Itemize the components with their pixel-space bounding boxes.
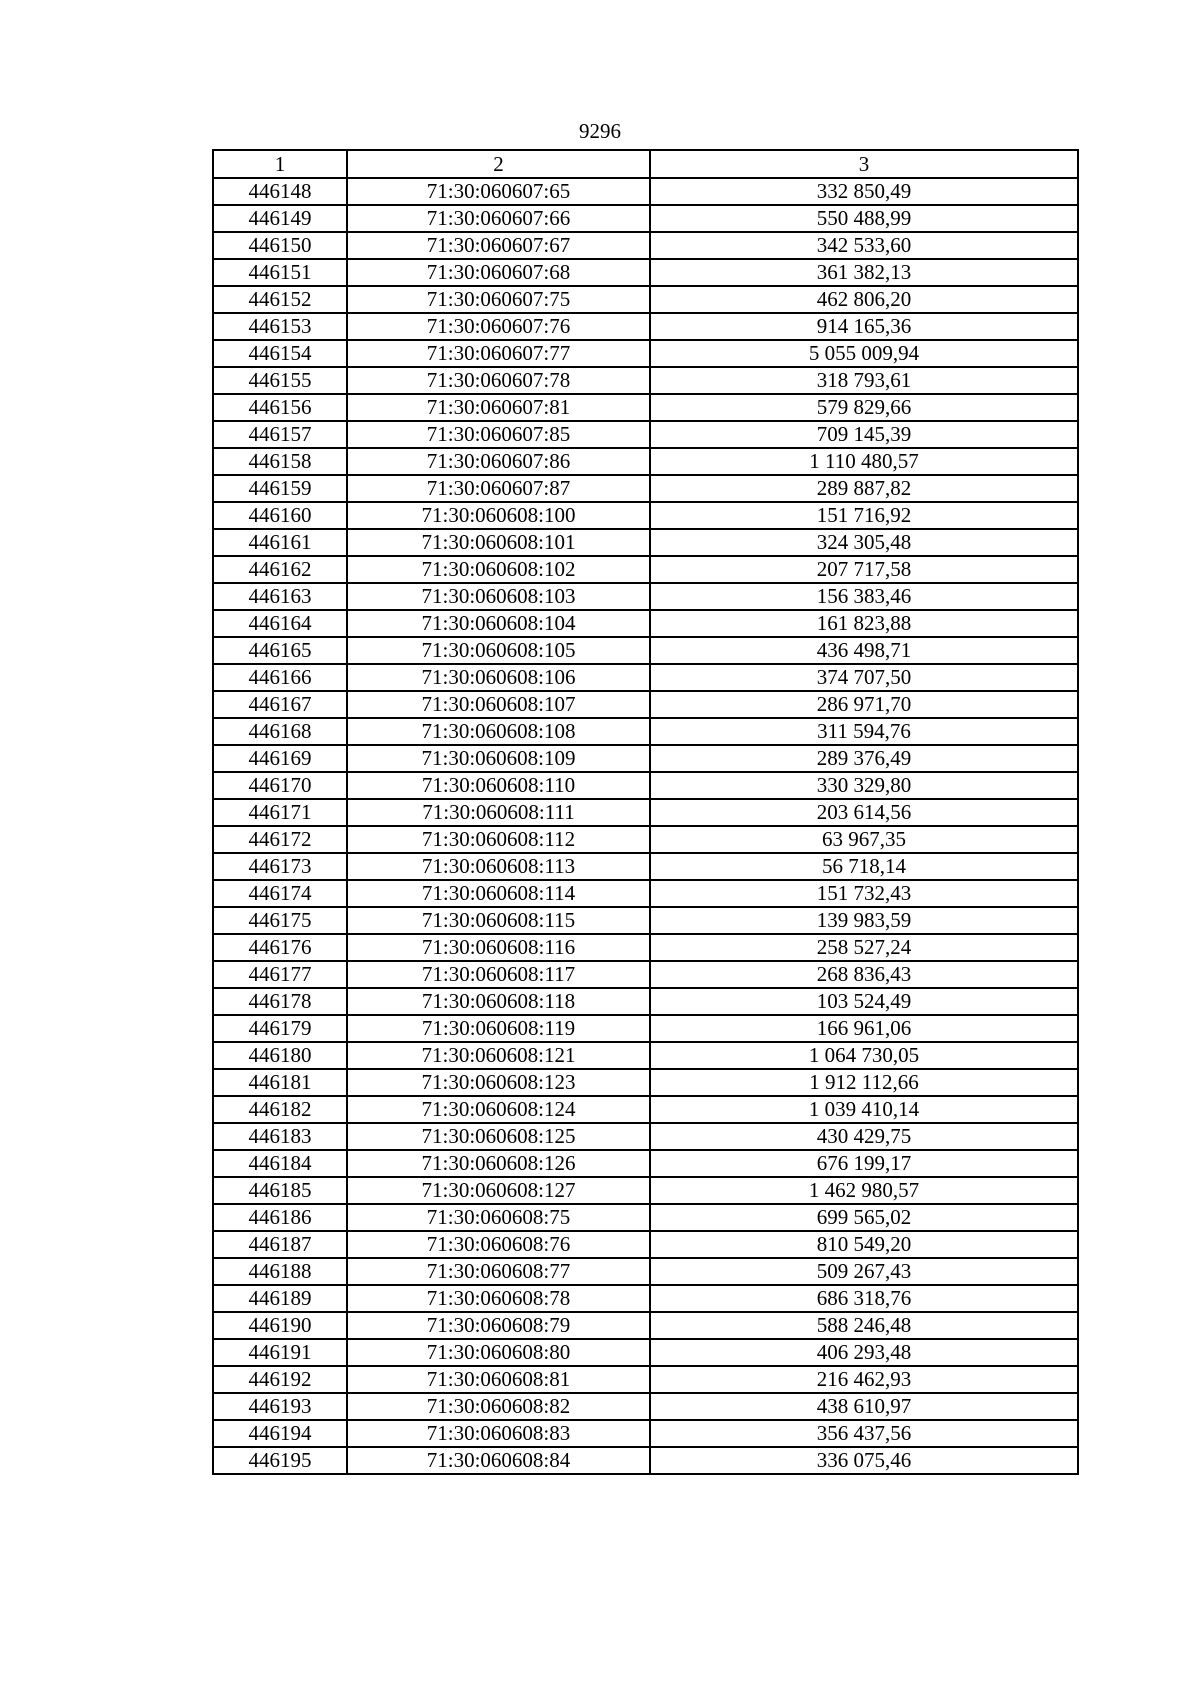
- row-number-cell: 446156: [213, 394, 347, 421]
- cadastral-number-cell: 71:30:060608:109: [347, 745, 650, 772]
- table-row: [213, 1312, 1078, 1339]
- value-cell: 311 594,76: [650, 718, 1078, 745]
- table-row: [213, 772, 1078, 799]
- table-row: [213, 556, 1078, 583]
- value-cell: 103 524,49: [650, 988, 1078, 1015]
- cadastral-number-cell: 71:30:060608:79: [347, 1312, 650, 1339]
- table-row: [213, 394, 1078, 421]
- cadastral-number-cell: 71:30:060608:81: [347, 1366, 650, 1393]
- cadastral-number-cell: 71:30:060607:78: [347, 367, 650, 394]
- table-row: [213, 502, 1078, 529]
- table-row: [213, 1015, 1078, 1042]
- table-body: [213, 178, 1078, 1474]
- table-row: [213, 1420, 1078, 1447]
- row-number-cell: 446191: [213, 1339, 347, 1366]
- cadastral-number-cell: 71:30:060607:65: [347, 178, 650, 205]
- row-number-cell: 446158: [213, 448, 347, 475]
- cadastral-number-cell: 71:30:060608:82: [347, 1393, 650, 1420]
- row-number-cell: 446175: [213, 907, 347, 934]
- cadastral-number-cell: 71:30:060608:121: [347, 1042, 650, 1069]
- row-number-cell: 446195: [213, 1447, 347, 1474]
- header-row: [213, 150, 1078, 178]
- row-number-cell: 446172: [213, 826, 347, 853]
- table-row: [213, 745, 1078, 772]
- row-number-cell: 446194: [213, 1420, 347, 1447]
- table-row: [213, 583, 1078, 610]
- cadastral-number-cell: 71:30:060607:77: [347, 340, 650, 367]
- row-number-cell: 446185: [213, 1177, 347, 1204]
- table-row: [213, 313, 1078, 340]
- table-row: [213, 475, 1078, 502]
- value-cell: 914 165,36: [650, 313, 1078, 340]
- value-cell: 462 806,20: [650, 286, 1078, 313]
- row-number-cell: 446155: [213, 367, 347, 394]
- cadastral-number-cell: 71:30:060608:76: [347, 1231, 650, 1258]
- row-number-cell: 446165: [213, 637, 347, 664]
- table-row: [213, 799, 1078, 826]
- row-number-cell: 446163: [213, 583, 347, 610]
- value-cell: 203 614,56: [650, 799, 1078, 826]
- value-cell: 509 267,43: [650, 1258, 1078, 1285]
- table-row: [213, 178, 1078, 205]
- table-row: [213, 1123, 1078, 1150]
- row-number-cell: 446160: [213, 502, 347, 529]
- cadastral-number-cell: 71:30:060608:113: [347, 853, 650, 880]
- table-row: [213, 961, 1078, 988]
- cadastral-number-cell: 71:30:060608:100: [347, 502, 650, 529]
- cadastral-number-cell: 71:30:060607:86: [347, 448, 650, 475]
- row-number-cell: 446186: [213, 1204, 347, 1231]
- table-row: [213, 664, 1078, 691]
- row-number-cell: 446180: [213, 1042, 347, 1069]
- header-col-1: 1: [213, 150, 347, 178]
- value-cell: 268 836,43: [650, 961, 1078, 988]
- value-cell: 436 498,71: [650, 637, 1078, 664]
- cadastral-number-cell: 71:30:060608:124: [347, 1096, 650, 1123]
- cadastral-number-cell: 71:30:060608:117: [347, 961, 650, 988]
- cadastral-number-cell: 71:30:060608:110: [347, 772, 650, 799]
- row-number-cell: 446171: [213, 799, 347, 826]
- cadastral-number-cell: 71:30:060608:114: [347, 880, 650, 907]
- value-cell: 1 912 112,66: [650, 1069, 1078, 1096]
- cadastral-number-cell: 71:30:060608:123: [347, 1069, 650, 1096]
- table-row: [213, 286, 1078, 313]
- table-row: [213, 934, 1078, 961]
- row-number-cell: 446190: [213, 1312, 347, 1339]
- cadastral-number-cell: 71:30:060608:118: [347, 988, 650, 1015]
- cadastral-number-cell: 71:30:060607:85: [347, 421, 650, 448]
- cadastral-number-cell: 71:30:060608:127: [347, 1177, 650, 1204]
- row-number-cell: 446161: [213, 529, 347, 556]
- table-row: [213, 529, 1078, 556]
- row-number-cell: 446193: [213, 1393, 347, 1420]
- value-cell: 56 718,14: [650, 853, 1078, 880]
- cadastral-number-cell: 71:30:060608:84: [347, 1447, 650, 1474]
- table-row: [213, 718, 1078, 745]
- value-cell: 356 437,56: [650, 1420, 1078, 1447]
- header-col-2: 2: [347, 150, 650, 178]
- value-cell: 151 732,43: [650, 880, 1078, 907]
- table-row: [213, 1069, 1078, 1096]
- value-cell: 258 527,24: [650, 934, 1078, 961]
- row-number-cell: 446179: [213, 1015, 347, 1042]
- value-cell: 139 983,59: [650, 907, 1078, 934]
- cadastral-number-cell: 71:30:060607:87: [347, 475, 650, 502]
- value-cell: 324 305,48: [650, 529, 1078, 556]
- row-number-cell: 446164: [213, 610, 347, 637]
- row-number-cell: 446182: [213, 1096, 347, 1123]
- page-number: 9296: [579, 119, 621, 143]
- cadastral-number-cell: 71:30:060608:119: [347, 1015, 650, 1042]
- cadastral-number-cell: 71:30:060608:77: [347, 1258, 650, 1285]
- table-row: [213, 1204, 1078, 1231]
- table-row: [213, 853, 1078, 880]
- cadastral-number-cell: 71:30:060607:81: [347, 394, 650, 421]
- cadastral-number-cell: 71:30:060607:76: [347, 313, 650, 340]
- value-cell: 676 199,17: [650, 1150, 1078, 1177]
- value-cell: 686 318,76: [650, 1285, 1078, 1312]
- value-cell: 342 533,60: [650, 232, 1078, 259]
- cadastral-number-cell: 71:30:060608:75: [347, 1204, 650, 1231]
- table-row: [213, 1339, 1078, 1366]
- table-row: [213, 1150, 1078, 1177]
- value-cell: 579 829,66: [650, 394, 1078, 421]
- value-cell: 286 971,70: [650, 691, 1078, 718]
- value-cell: 289 887,82: [650, 475, 1078, 502]
- table-row: [213, 1366, 1078, 1393]
- table-row: [213, 988, 1078, 1015]
- row-number-cell: 446168: [213, 718, 347, 745]
- row-number-cell: 446192: [213, 1366, 347, 1393]
- row-number-cell: 446166: [213, 664, 347, 691]
- cadastral-number-cell: 71:30:060608:103: [347, 583, 650, 610]
- value-cell: 336 075,46: [650, 1447, 1078, 1474]
- header-col-3: 3: [650, 150, 1078, 178]
- table-row: [213, 205, 1078, 232]
- cadastral-number-cell: 71:30:060608:108: [347, 718, 650, 745]
- row-number-cell: 446162: [213, 556, 347, 583]
- row-number-cell: 446187: [213, 1231, 347, 1258]
- row-number-cell: 446189: [213, 1285, 347, 1312]
- value-cell: 166 961,06: [650, 1015, 1078, 1042]
- cadastral-number-cell: 71:30:060608:101: [347, 529, 650, 556]
- cadastral-number-cell: 71:30:060608:126: [347, 1150, 650, 1177]
- value-cell: 63 967,35: [650, 826, 1078, 853]
- row-number-cell: 446152: [213, 286, 347, 313]
- row-number-cell: 446157: [213, 421, 347, 448]
- value-cell: 588 246,48: [650, 1312, 1078, 1339]
- value-cell: 430 429,75: [650, 1123, 1078, 1150]
- table-row: [213, 880, 1078, 907]
- cadastral-number-cell: 71:30:060608:105: [347, 637, 650, 664]
- table-row: [213, 907, 1078, 934]
- value-cell: 289 376,49: [650, 745, 1078, 772]
- cadastral-number-cell: 71:30:060608:80: [347, 1339, 650, 1366]
- row-number-cell: 446149: [213, 205, 347, 232]
- value-cell: 156 383,46: [650, 583, 1078, 610]
- value-cell: 161 823,88: [650, 610, 1078, 637]
- cadastral-number-cell: 71:30:060608:111: [347, 799, 650, 826]
- row-number-cell: 446167: [213, 691, 347, 718]
- cadastral-number-cell: 71:30:060608:106: [347, 664, 650, 691]
- cadastral-number-cell: 71:30:060608:107: [347, 691, 650, 718]
- table-header: [213, 150, 1078, 178]
- table-row: [213, 826, 1078, 853]
- value-cell: 1 462 980,57: [650, 1177, 1078, 1204]
- cadastral-number-cell: 71:30:060607:67: [347, 232, 650, 259]
- table-row: [213, 1258, 1078, 1285]
- value-cell: 1 110 480,57: [650, 448, 1078, 475]
- row-number-cell: 446184: [213, 1150, 347, 1177]
- data-table: [212, 149, 1079, 1475]
- cadastral-number-cell: 71:30:060608:83: [347, 1420, 650, 1447]
- row-number-cell: 446153: [213, 313, 347, 340]
- table-row: [213, 691, 1078, 718]
- row-number-cell: 446177: [213, 961, 347, 988]
- value-cell: 207 717,58: [650, 556, 1078, 583]
- table-row: [213, 1042, 1078, 1069]
- cadastral-number-cell: 71:30:060607:68: [347, 259, 650, 286]
- row-number-cell: 446181: [213, 1069, 347, 1096]
- cadastral-number-cell: 71:30:060608:112: [347, 826, 650, 853]
- table-row: [213, 1447, 1078, 1474]
- value-cell: 550 488,99: [650, 205, 1078, 232]
- table-row: [213, 1177, 1078, 1204]
- value-cell: 332 850,49: [650, 178, 1078, 205]
- table-row: [213, 1393, 1078, 1420]
- table-row: [213, 637, 1078, 664]
- table-row: [213, 259, 1078, 286]
- row-number-cell: 446169: [213, 745, 347, 772]
- row-number-cell: 446159: [213, 475, 347, 502]
- value-cell: 318 793,61: [650, 367, 1078, 394]
- value-cell: 374 707,50: [650, 664, 1078, 691]
- cadastral-number-cell: 71:30:060607:66: [347, 205, 650, 232]
- row-number-cell: 446183: [213, 1123, 347, 1150]
- table-row: [213, 1231, 1078, 1258]
- value-cell: 361 382,13: [650, 259, 1078, 286]
- row-number-cell: 446188: [213, 1258, 347, 1285]
- value-cell: 330 329,80: [650, 772, 1078, 799]
- cadastral-number-cell: 71:30:060608:116: [347, 934, 650, 961]
- row-number-cell: 446173: [213, 853, 347, 880]
- value-cell: 438 610,97: [650, 1393, 1078, 1420]
- cadastral-number-cell: 71:30:060607:75: [347, 286, 650, 313]
- table-row: [213, 232, 1078, 259]
- row-number-cell: 446154: [213, 340, 347, 367]
- cadastral-number-cell: 71:30:060608:78: [347, 1285, 650, 1312]
- value-cell: 406 293,48: [650, 1339, 1078, 1366]
- table-row: [213, 340, 1078, 367]
- cadastral-number-cell: 71:30:060608:115: [347, 907, 650, 934]
- row-number-cell: 446148: [213, 178, 347, 205]
- value-cell: 1 039 410,14: [650, 1096, 1078, 1123]
- table-row: [213, 1285, 1078, 1312]
- row-number-cell: 446174: [213, 880, 347, 907]
- value-cell: 5 055 009,94: [650, 340, 1078, 367]
- row-number-cell: 446178: [213, 988, 347, 1015]
- table-row: [213, 448, 1078, 475]
- table-row: [213, 421, 1078, 448]
- value-cell: 1 064 730,05: [650, 1042, 1078, 1069]
- cadastral-number-cell: 71:30:060608:125: [347, 1123, 650, 1150]
- table-row: [213, 1096, 1078, 1123]
- cadastral-number-cell: 71:30:060608:102: [347, 556, 650, 583]
- value-cell: 216 462,93: [650, 1366, 1078, 1393]
- value-cell: 810 549,20: [650, 1231, 1078, 1258]
- value-cell: 699 565,02: [650, 1204, 1078, 1231]
- table-row: [213, 367, 1078, 394]
- row-number-cell: 446176: [213, 934, 347, 961]
- table-row: [213, 610, 1078, 637]
- cadastral-number-cell: 71:30:060608:104: [347, 610, 650, 637]
- value-cell: 709 145,39: [650, 421, 1078, 448]
- row-number-cell: 446170: [213, 772, 347, 799]
- value-cell: 151 716,92: [650, 502, 1078, 529]
- row-number-cell: 446151: [213, 259, 347, 286]
- row-number-cell: 446150: [213, 232, 347, 259]
